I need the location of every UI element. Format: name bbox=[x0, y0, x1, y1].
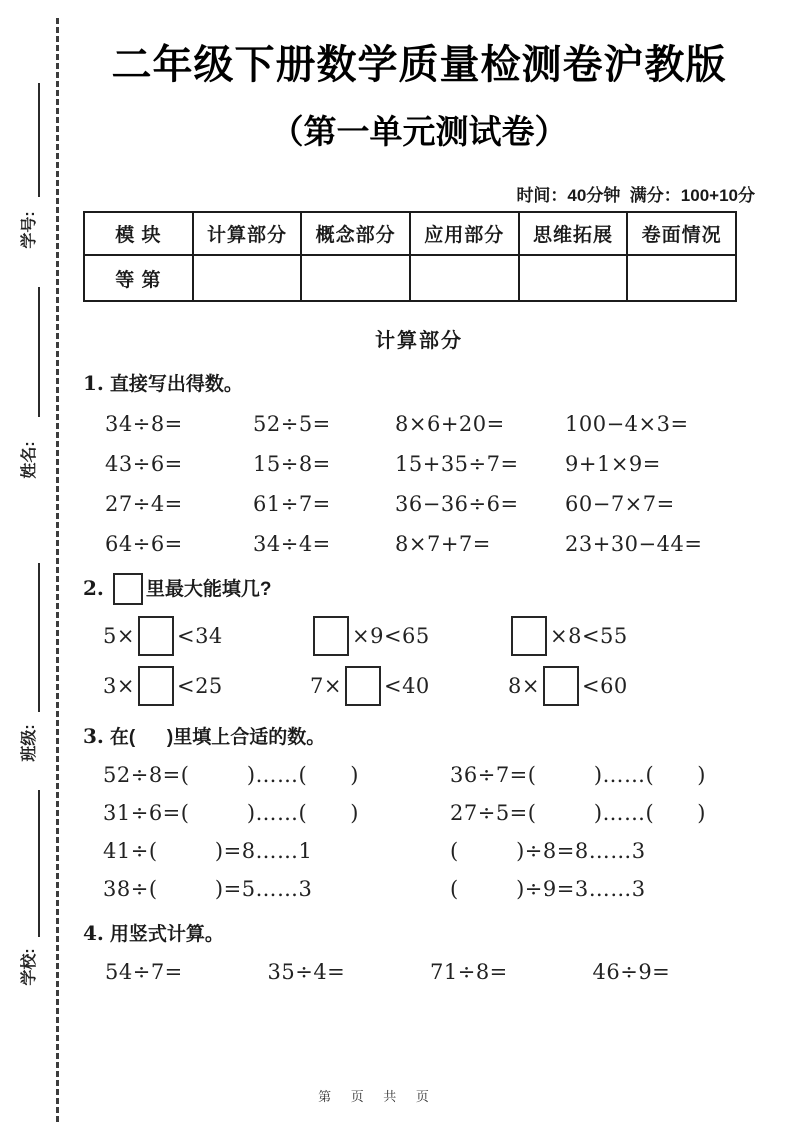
score-table bbox=[83, 211, 737, 302]
equation: 61÷7= bbox=[253, 492, 331, 517]
question-3-stem bbox=[83, 722, 755, 749]
score-header-concept: 概念部分 bbox=[301, 212, 410, 255]
equation: 34÷4= bbox=[253, 532, 331, 557]
question-4-stem bbox=[83, 919, 755, 946]
equation-suffix: <25 bbox=[176, 674, 223, 699]
equation: 38÷( )=5……3 bbox=[103, 877, 313, 902]
equation-suffix: ×8<55 bbox=[550, 624, 628, 649]
equation: 52÷8=( )……( ) bbox=[103, 763, 359, 788]
school-blank-line bbox=[38, 790, 40, 937]
equation-prefix: 5× bbox=[103, 624, 135, 649]
class-label: 班级: bbox=[21, 724, 38, 762]
section-title: 计算部分 bbox=[375, 330, 463, 353]
score-header-thinking: 思维拓展 bbox=[519, 212, 628, 255]
q2-item bbox=[103, 616, 310, 656]
equation: 34÷8= bbox=[105, 412, 183, 437]
question-3-number: 3. bbox=[83, 724, 104, 749]
answer-box bbox=[138, 616, 174, 656]
equation: 8×6+20= bbox=[395, 412, 505, 437]
q2-item bbox=[310, 616, 508, 656]
grade-cell-empty bbox=[410, 255, 519, 301]
grade-cell-empty bbox=[301, 255, 410, 301]
question-4-number: 4. bbox=[83, 921, 104, 946]
question-4-text: 用竖式计算。 bbox=[109, 924, 224, 946]
question-3-text: 在( )里填上合适的数。 bbox=[109, 727, 326, 749]
q1-row bbox=[83, 452, 755, 476]
equation: 9+1×9= bbox=[565, 452, 661, 477]
answer-box bbox=[313, 616, 349, 656]
equation: 41÷( )=8……1 bbox=[103, 839, 313, 864]
q3-row bbox=[83, 877, 755, 901]
page-footer: 第 页 共 页 bbox=[318, 1089, 437, 1104]
answer-box bbox=[543, 666, 579, 706]
equation: ( )÷9=3……3 bbox=[450, 877, 646, 902]
equation-suffix: <34 bbox=[176, 624, 223, 649]
paper-content bbox=[83, 0, 755, 984]
question-2-stem bbox=[83, 574, 755, 606]
grade-cell-empty bbox=[193, 255, 302, 301]
q1-row bbox=[83, 412, 755, 436]
q1-row bbox=[83, 492, 755, 516]
equation: 43÷6= bbox=[105, 452, 183, 477]
q2-item bbox=[310, 666, 508, 706]
q1-row bbox=[83, 532, 755, 556]
equation: 27÷5=( )……( ) bbox=[450, 801, 706, 826]
grade-row-label: 等 第 bbox=[84, 255, 193, 301]
equation: 35÷4= bbox=[267, 960, 346, 985]
answer-box bbox=[345, 666, 381, 706]
score-header-neatness: 卷面情况 bbox=[627, 212, 736, 255]
sealing-dashed-line bbox=[56, 18, 59, 1122]
equation: 36−36÷6= bbox=[395, 492, 519, 517]
question-1-number: 1. bbox=[83, 371, 104, 396]
score-table-grade-row bbox=[84, 255, 736, 301]
equation-suffix: ×9<65 bbox=[352, 624, 430, 649]
exam-meta: 时间：40分钟 满分：100+10分 bbox=[516, 186, 755, 206]
question-1-text: 直接写出得数。 bbox=[109, 374, 243, 396]
question-2-number: 2. bbox=[83, 576, 104, 601]
equation-prefix: 3× bbox=[103, 674, 135, 699]
equation: 54÷7= bbox=[105, 960, 183, 985]
score-header-application: 应用部分 bbox=[410, 212, 519, 255]
equation: 31÷6=( )……( ) bbox=[103, 801, 359, 826]
equation: 27÷4= bbox=[105, 492, 183, 517]
equation: 64÷6= bbox=[105, 532, 183, 557]
question-1-stem bbox=[83, 369, 755, 396]
page-title: 二年级下册数学质量检测卷沪教版 bbox=[111, 43, 727, 87]
q3-row bbox=[83, 801, 755, 825]
grade-cell-empty bbox=[519, 255, 628, 301]
score-header-module: 模 块 bbox=[84, 212, 193, 255]
q2-item bbox=[508, 616, 755, 656]
q3-row bbox=[83, 839, 755, 863]
equation: 15+35÷7= bbox=[395, 452, 519, 477]
equation-prefix: 7× bbox=[310, 674, 342, 699]
question-2-text: 里最大能填几? bbox=[145, 579, 272, 601]
name-label: 姓名: bbox=[21, 441, 38, 479]
equation: 8×7+7= bbox=[395, 532, 491, 557]
q2-item bbox=[508, 666, 755, 706]
grade-cell-empty bbox=[627, 255, 736, 301]
equation-suffix: <40 bbox=[383, 674, 430, 699]
page-subtitle: （第一单元测试卷） bbox=[270, 113, 568, 151]
student-id-blank-line bbox=[38, 83, 40, 197]
equation-suffix: <60 bbox=[581, 674, 628, 699]
q3-row bbox=[83, 763, 755, 787]
equation: 100−4×3= bbox=[565, 412, 689, 437]
equation: 60−7×7= bbox=[565, 492, 675, 517]
q4-row bbox=[83, 960, 755, 984]
equation: 15÷8= bbox=[253, 452, 331, 477]
name-blank-line bbox=[38, 287, 40, 417]
score-table-header-row bbox=[84, 212, 736, 255]
answer-box bbox=[138, 666, 174, 706]
equation: 52÷5= bbox=[253, 412, 331, 437]
equation: 71÷8= bbox=[430, 960, 508, 985]
school-label: 学校: bbox=[21, 948, 38, 986]
equation: 46÷9= bbox=[592, 960, 671, 985]
equation: 23+30−44= bbox=[565, 532, 703, 557]
class-blank-line bbox=[38, 563, 40, 712]
answer-box bbox=[511, 616, 547, 656]
equation: ( )÷8=8……3 bbox=[450, 839, 646, 864]
q2-row bbox=[83, 666, 755, 706]
score-header-calculation: 计算部分 bbox=[193, 212, 302, 255]
q2-row bbox=[83, 616, 755, 656]
equation: 36÷7=( )……( ) bbox=[450, 763, 706, 788]
q2-item bbox=[103, 666, 310, 706]
answer-box bbox=[113, 573, 143, 605]
equation-prefix: 8× bbox=[508, 674, 540, 699]
student-id-label: 学号: bbox=[21, 211, 38, 249]
